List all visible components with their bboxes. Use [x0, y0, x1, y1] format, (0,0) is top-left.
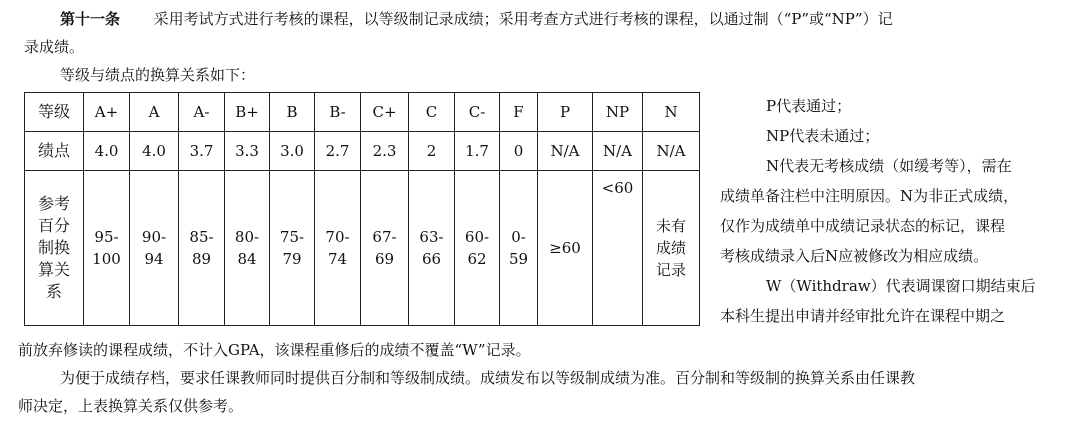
paragraph-2-line-2: 师决定，上表换算关系仅供参考。: [18, 397, 244, 415]
article-number: 第十一条: [60, 10, 121, 28]
score-row-label: [25, 171, 84, 326]
gpa-cell: 3.0: [270, 132, 315, 171]
side-note-line: NP代表未通过；: [766, 127, 880, 145]
score-range-row: [25, 171, 700, 326]
score-range-cell: [409, 171, 455, 326]
score-row-label-line: 参考: [37, 194, 70, 213]
score-row-label-line: 系: [45, 282, 62, 301]
score-range-part: 成绩: [655, 239, 686, 257]
score-range-part: ≥60: [549, 239, 581, 257]
side-note-line: 考核成绩录入后N应被修改为相应成绩。: [720, 247, 989, 265]
score-range-part: 0-: [511, 228, 526, 246]
side-note-line: 本科生提出申请并经审批允许在课程中期之: [720, 307, 1006, 325]
score-range-part: 85-: [189, 228, 214, 246]
score-range-cell: [455, 171, 500, 326]
grade-row: [25, 93, 700, 132]
gpa-cell: 3.3: [225, 132, 270, 171]
article-text: 采用考试方式进行考核的课程，以等级制记录成绩；采用考查方式进行考核的课程，以通过制（“P”或“NP”）记: [153, 10, 893, 28]
grade-cell: B: [270, 93, 315, 132]
score-range-part: 59: [508, 250, 529, 268]
score-range-part: 66: [421, 250, 442, 268]
continuation-text: 前放弃修读的课程成绩，不计入GPA，该课程重修后的成绩不覆盖“W”记录。: [18, 341, 531, 359]
grade-row-label: 等级: [25, 93, 84, 132]
score-range-cell: [643, 171, 700, 326]
score-range-part: 63-: [419, 228, 444, 246]
article-line-2: 录成绩。: [24, 38, 85, 56]
score-range-cell: [538, 171, 593, 326]
grade-cell: A-: [179, 93, 225, 132]
score-range-part: 79: [282, 250, 302, 268]
grade-cell: NP: [593, 93, 643, 132]
side-note-line: 成绩单备注栏中注明原因。N为非正式成绩，: [720, 187, 1019, 205]
grade-cell: B-: [315, 93, 361, 132]
grade-cell: F: [500, 93, 538, 132]
gpa-cell: N/A: [593, 132, 643, 171]
score-range-cell: [315, 171, 361, 326]
score-range-cell: [225, 171, 270, 326]
grade-conversion-table: [24, 92, 700, 326]
gpa-row-label: 绩点: [25, 132, 84, 171]
article-line-1: [60, 8, 893, 30]
paragraph-2-line-1: 为便于成绩存档，要求任课教师同时提供百分制和等级制成绩。成绩发布以等级制成绩为准。百分制和等级制的换算关系由任课教: [60, 369, 916, 387]
score-range-cell: [500, 171, 538, 326]
score-range-cell: [270, 171, 315, 326]
score-range-part: 89: [191, 250, 212, 268]
gpa-cell: 0: [500, 132, 538, 171]
score-range-part: 67-: [372, 228, 397, 246]
score-range-part: 84: [237, 250, 257, 268]
score-range-part: 70-: [325, 228, 350, 246]
grade-cell: P: [538, 93, 593, 132]
grade-cell: C+: [361, 93, 409, 132]
gpa-cell: 2: [409, 132, 455, 171]
score-range-part: 90-: [141, 228, 167, 246]
grade-cell: C: [409, 93, 455, 132]
score-range-part: 94: [144, 250, 164, 268]
gpa-cell: N/A: [643, 132, 700, 171]
side-note-line: N代表无考核成绩（如缓考等），需在: [766, 157, 1012, 175]
grade-cell: B+: [225, 93, 270, 132]
gpa-cell: 4.0: [130, 132, 179, 171]
gpa-cell: 1.7: [455, 132, 500, 171]
gpa-cell: 3.7: [179, 132, 225, 171]
score-range-part: <60: [601, 179, 634, 197]
gpa-cell: N/A: [538, 132, 593, 171]
score-range-part: 74: [327, 250, 348, 268]
grade-cell: N: [643, 93, 700, 132]
score-range-part: 69: [374, 250, 395, 268]
side-note-line: W（Withdraw）代表调课窗口期结束后: [766, 277, 1036, 295]
grade-cell: A+: [84, 93, 130, 132]
score-range-cell: [593, 171, 643, 326]
score-range-part: 100: [92, 250, 121, 268]
score-row-label-line: 百分: [37, 216, 70, 235]
score-range-cell: [130, 171, 179, 326]
score-range-part: 记录: [655, 261, 686, 279]
score-range-part: 75-: [279, 228, 305, 246]
side-note-line: 仅作为成绩单中成绩记录状态的标记，课程: [720, 217, 1006, 235]
gpa-cell: 4.0: [84, 132, 130, 171]
score-range-cell: [361, 171, 409, 326]
side-note-line: P代表通过；: [766, 97, 852, 115]
table-intro: 等级与绩点的换算关系如下：: [60, 66, 256, 84]
score-row-label-line: 制换: [37, 238, 70, 257]
grade-cell: A: [130, 93, 179, 132]
gpa-row: [25, 132, 700, 171]
score-range-part: 80-: [234, 228, 260, 246]
score-range-part: 95-: [94, 228, 119, 246]
score-range-cell: [84, 171, 130, 326]
grade-cell: C-: [455, 93, 500, 132]
score-range-part: 62: [467, 250, 487, 268]
score-range-part: 60-: [464, 228, 490, 246]
score-range-part: 未有: [655, 217, 686, 235]
gpa-cell: 2.3: [361, 132, 409, 171]
gpa-cell: 2.7: [315, 132, 361, 171]
score-row-label-line: 算关: [37, 260, 70, 279]
score-range-cell: [179, 171, 225, 326]
